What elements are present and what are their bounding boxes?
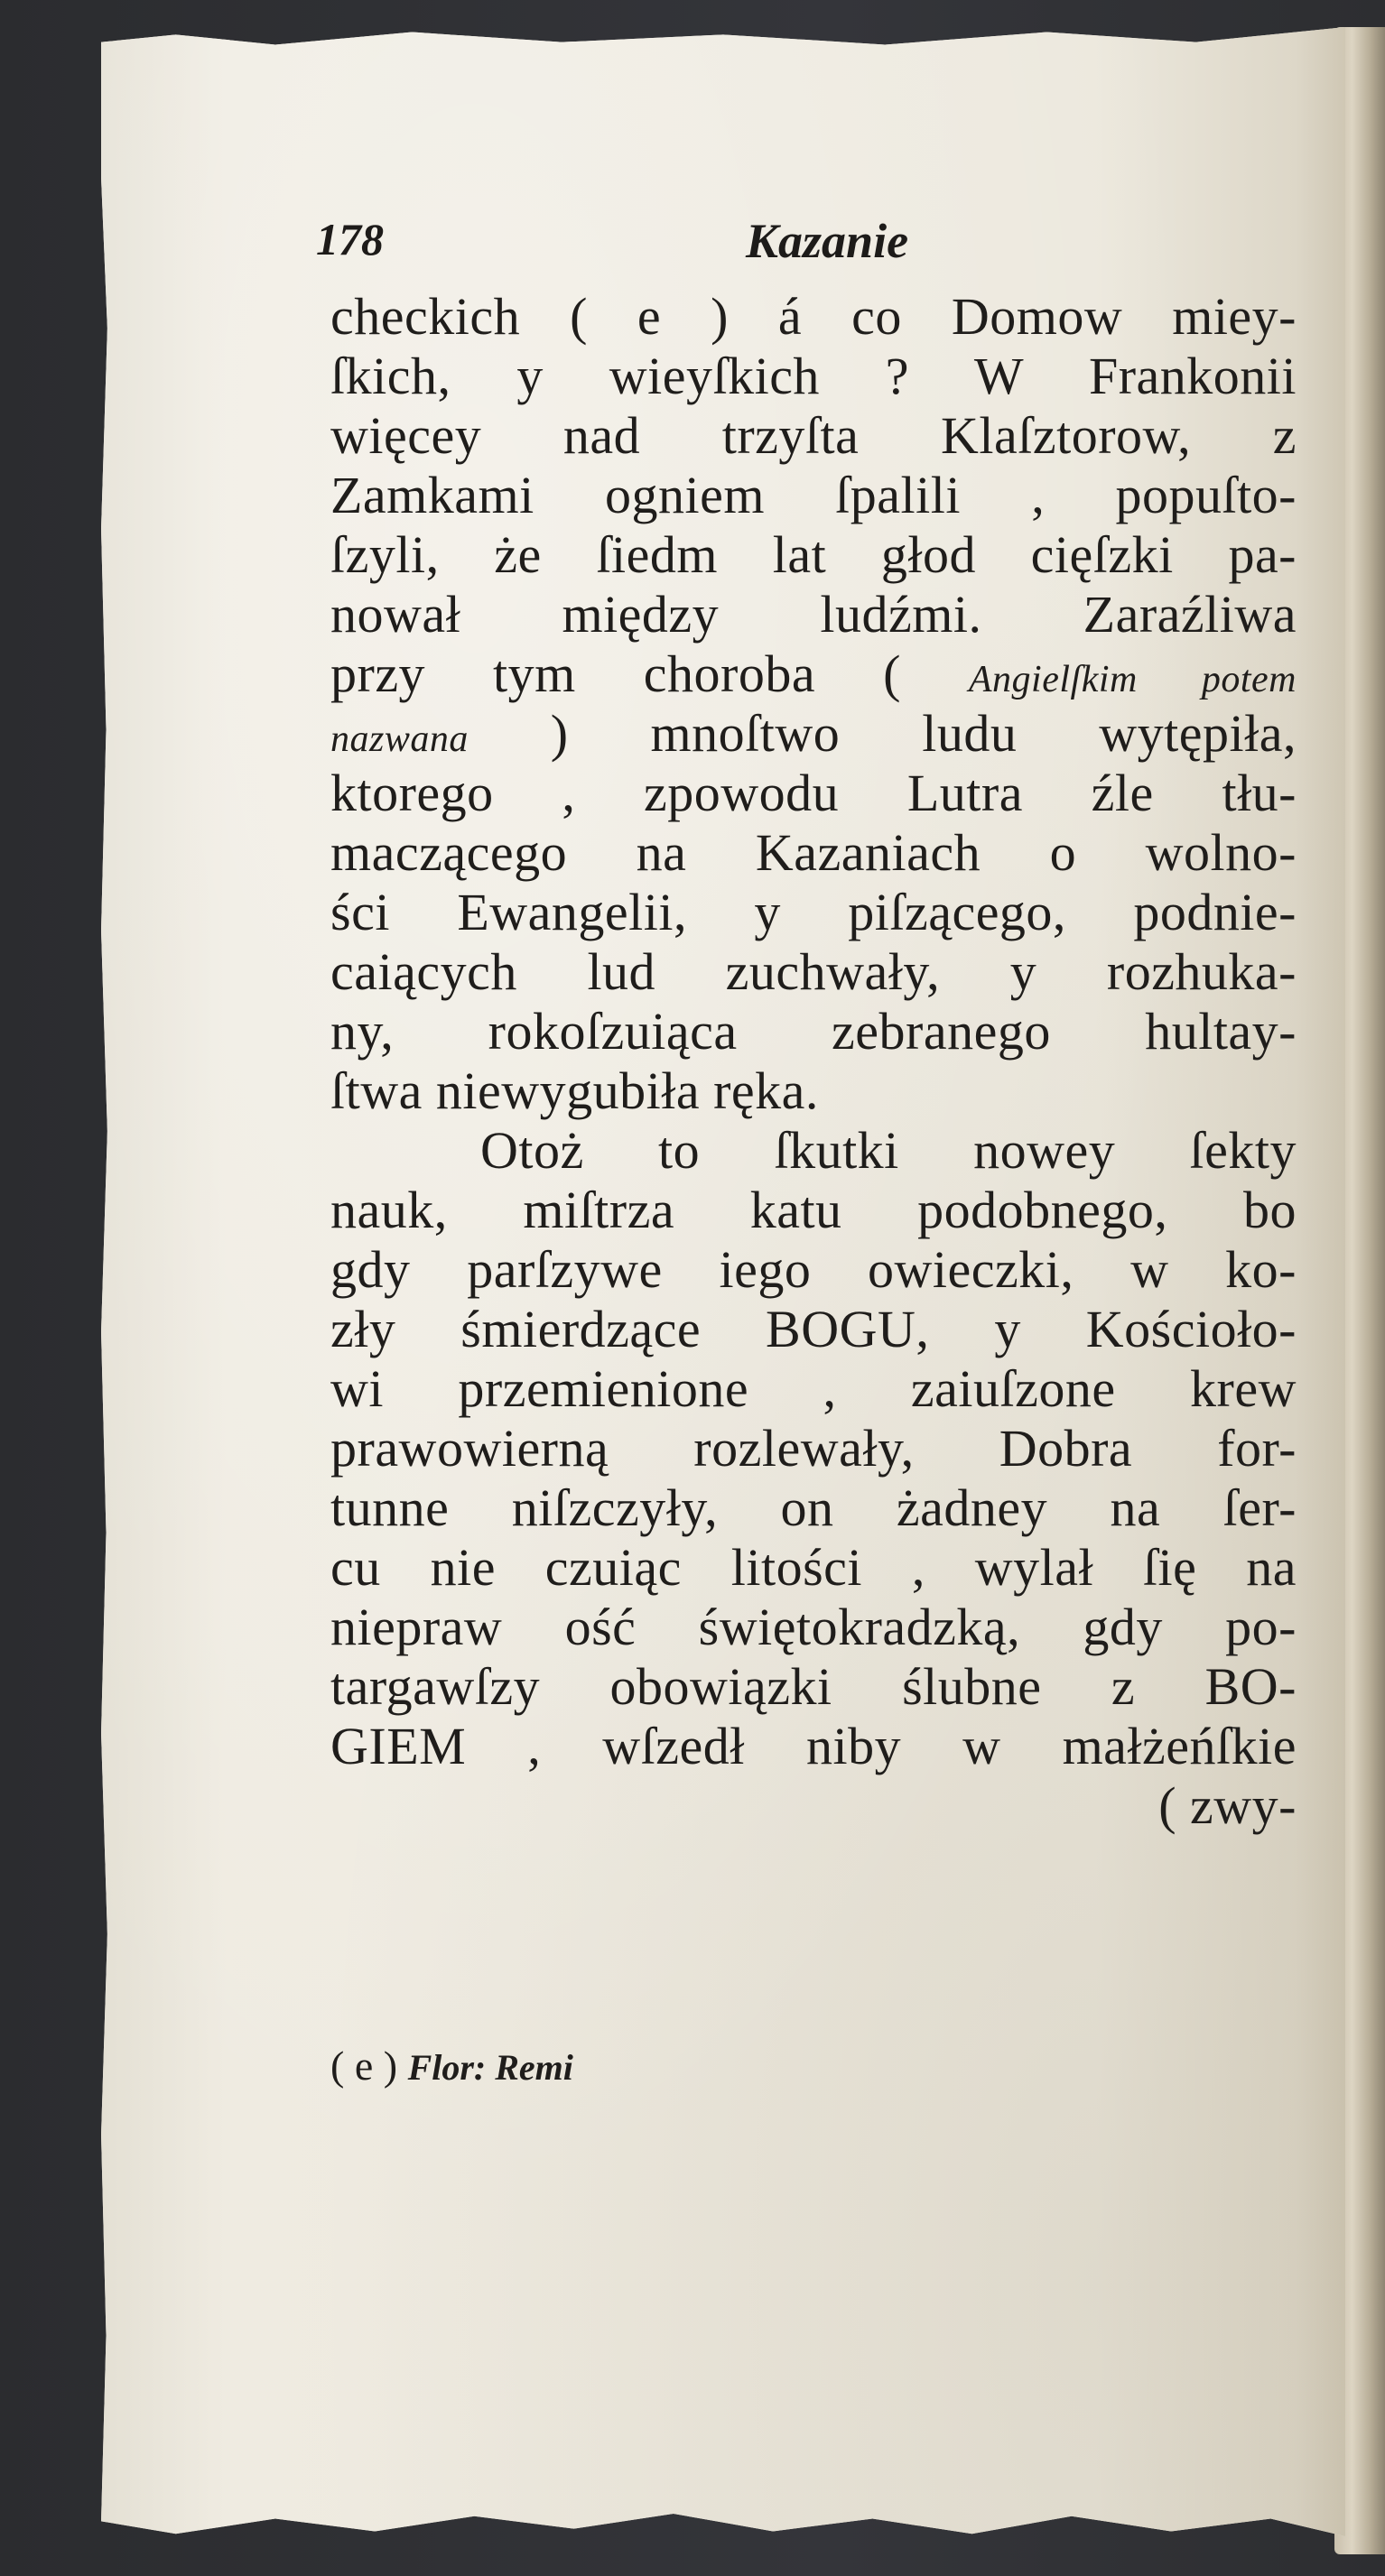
text-line: ſtwa niewygubiła ręka. bbox=[330, 1061, 819, 1120]
page-header bbox=[217, 213, 1228, 276]
text-line: przy tym choroba ( Angielſkim potem bbox=[330, 644, 1297, 703]
footnote-text: Flor: Remi bbox=[407, 2047, 573, 2088]
catchword: ( zwy- bbox=[1158, 1776, 1297, 1835]
text-line: nował między ludźmi. Zaraźliwa bbox=[330, 585, 1297, 644]
text-line: GIEM , wſzedł niby w małżeńſkie bbox=[330, 1717, 1297, 1775]
text-line: prawowierną rozlewały, Dobra for- bbox=[330, 1419, 1297, 1478]
text-line: wi przemienione , zaiuſzone krew bbox=[330, 1359, 1297, 1418]
text-line: niepraw ość świętokradzką, gdy po- bbox=[330, 1598, 1297, 1656]
text-line: Zamkami ogniem ſpalili , popuſto- bbox=[330, 466, 1297, 524]
text-line: nauk, miſtrza katu podobnego, bo bbox=[330, 1181, 1297, 1239]
text-line: gdy parſzywe iego owieczki, w ko- bbox=[330, 1240, 1297, 1299]
text-line: ſzyli, że ſiedm lat głod cięſzki pa- bbox=[330, 525, 1297, 584]
text-line: maczącego na Kazaniach o wolno- bbox=[330, 823, 1297, 882]
text-line: checkich ( e ) á co Domow miey- bbox=[330, 287, 1297, 346]
running-title: Kazanie bbox=[746, 214, 909, 268]
text-line: caiących lud zuchwały, y rozhuka- bbox=[330, 942, 1297, 1001]
footnote-mark: ( e ) bbox=[330, 2043, 398, 2089]
text-line: ktorego , zpowodu Lutra źle tłu- bbox=[330, 764, 1297, 822]
text-line: ny, rokoſzuiąca zebranego hultay- bbox=[330, 1002, 1297, 1061]
text-line: zły śmierdzące BOGU, y Kościoło- bbox=[330, 1300, 1297, 1358]
italic-phrase: nazwana bbox=[330, 718, 469, 760]
page-number: 178 bbox=[316, 214, 384, 264]
text-line: nazwana ) mnoſtwo ludu wytępiła, bbox=[330, 704, 1297, 763]
text-line: ści Ewangelii, y piſzącego, podnie- bbox=[330, 883, 1297, 941]
text-line: targawſzy obowiązki ślubne z BO- bbox=[330, 1657, 1297, 1716]
italic-phrase: Angielſkim potem bbox=[968, 659, 1297, 700]
text-line: więcey nad trzyſta Klaſztorow, z bbox=[330, 406, 1297, 465]
text-line: tunne niſzczyły, on żadney na ſer- bbox=[330, 1478, 1297, 1537]
text-line: cu nie czuiąc litości , wylał ſię na bbox=[330, 1538, 1297, 1597]
paragraph-first-line: Otoż to ſkutki nowey ſekty bbox=[480, 1121, 1297, 1180]
footnote bbox=[330, 2042, 573, 2090]
text-line: ſkich, y wieyſkich ? W Frankonii bbox=[330, 347, 1297, 405]
